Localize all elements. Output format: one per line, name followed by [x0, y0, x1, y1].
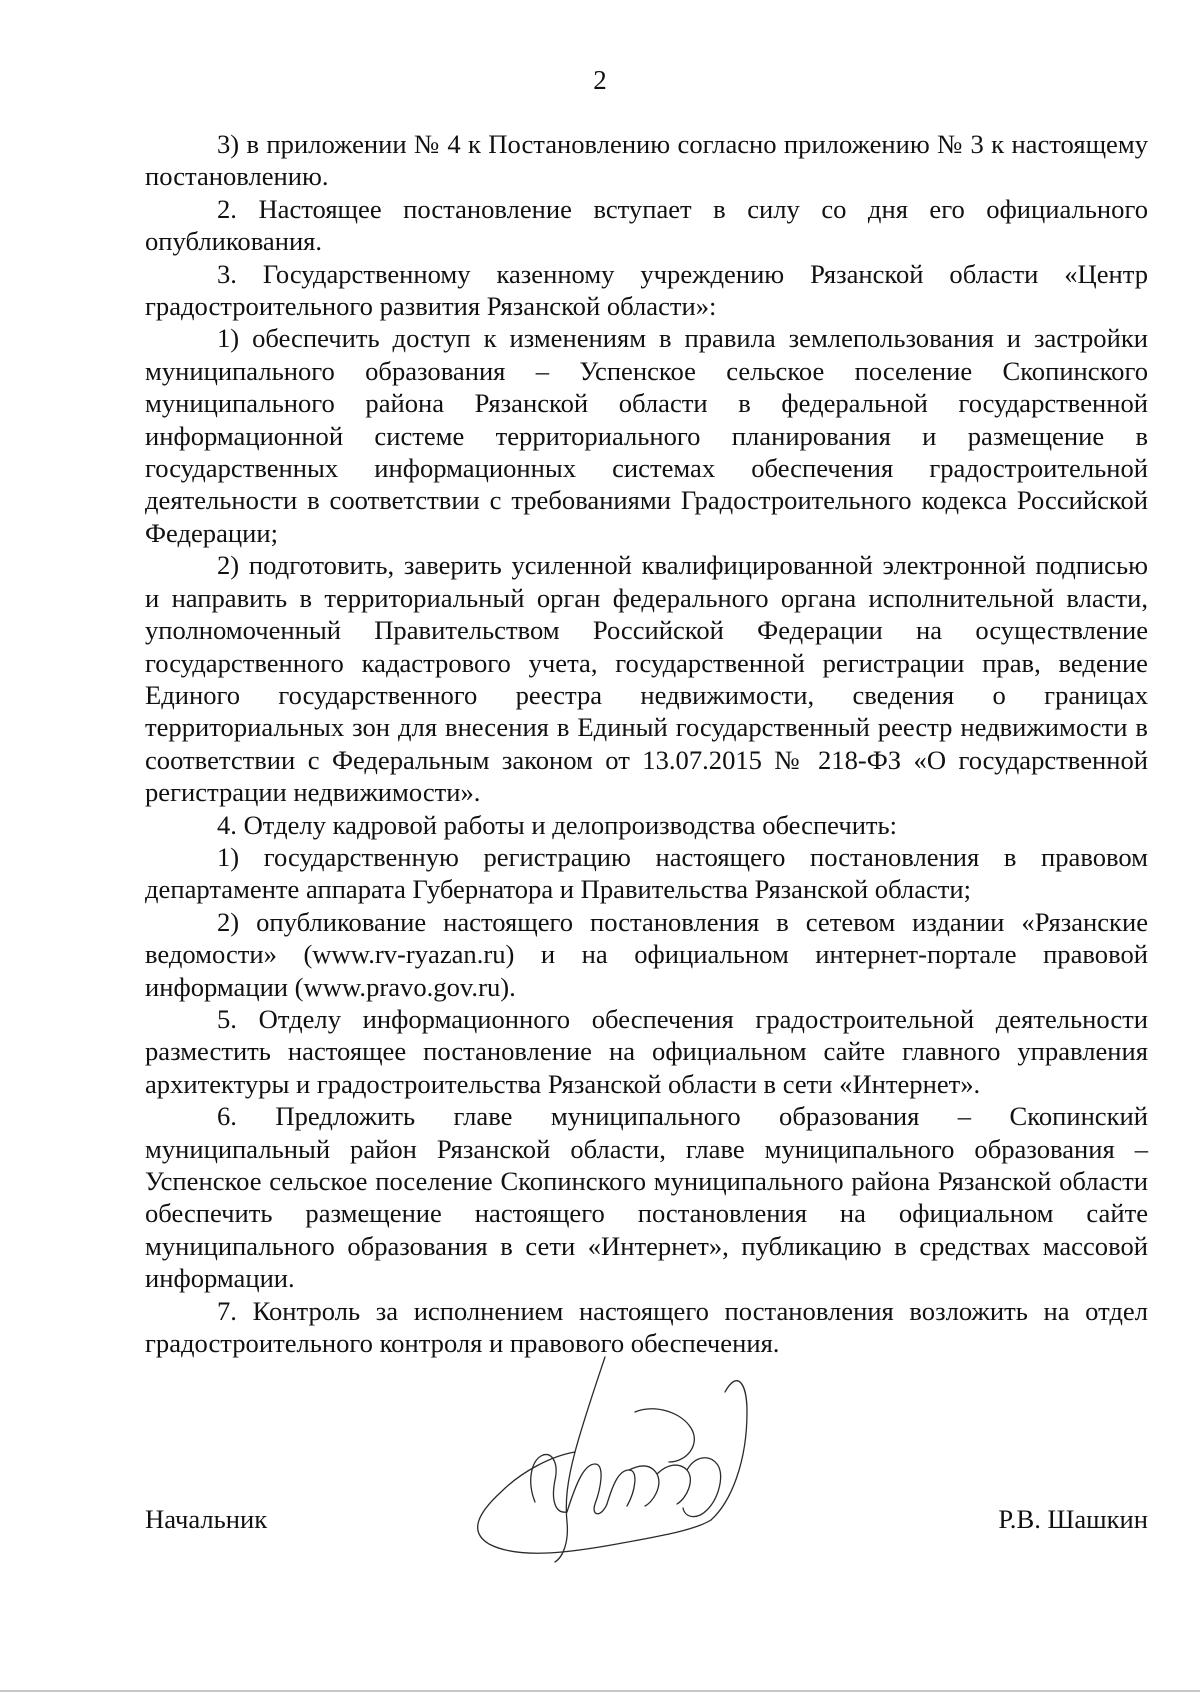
paragraph-clause-4-item-1: 1) государственную регистрацию настоящего постановления в правовом департаменте аппарата Губернатора и Правительства Рязанской области; — [145, 841, 1148, 905]
paragraph-clause-5: 5. Отделу информационного обеспечения градостроительной деятельности разместить настоящее постановление на официальном сайте главного управления архитектуры и градостроительства Рязанской области в сети «Интернет». — [145, 1003, 1148, 1099]
page-bottom-edge — [0, 1690, 1200, 1692]
paragraph-appendix-item-3: 3) в приложении № 4 к Постановлению согласно приложению № 3 к настоящему постановлению. — [145, 129, 1148, 192]
paragraph-clause-2: 2. Настоящее постановление вступает в силу со дня его официального опубликования. — [145, 193, 1148, 257]
paragraph-clause-4: 4. Отделу кадровой работы и делопроизводства обеспечить: — [217, 809, 898, 840]
document-body — [145, 128, 1148, 1359]
paragraph-clause-3: 3. Государственному казенному учреждению Рязанской области «Центр градостроительного развития Рязанской области»: — [145, 258, 1148, 322]
paragraph-clause-3-item-1: 1) обеспечить доступ к изменениям в правила землепользования и застройки муниципального образования – Успенское сельское поселение Скопинского муниципального района Рязанской области в федеральной государственной информационной системе территориального планирования и размещение в государственных информационных системах обеспечения градостроительной деятельности в соответствии с требованиями Градостроительного кодекса Российской Федерации; — [145, 323, 1148, 548]
paragraph-clause-3-item-2: 2) подготовить, заверить усиленной квалифицированной электронной подписью и направить в территориальный орган федерального органа исполнительной власти, уполномоченный Правительством Российской Федерации на осуществление государственного кадастрового учета, государственной регистрации прав, ведение Единого государственного реестра недвижимости, сведения о границах территориальных зон для внесения в Единый государственный реестр недвижимости в соответствии с Федеральным законом от 13.07.2015 № 218-ФЗ «О государственной регистрации недвижимости». — [145, 550, 1148, 808]
signatory-position: Начальник — [145, 1504, 268, 1534]
paragraph-clause-7: 7. Контроль за исполнением настоящего постановления возложить на отдел градостроительного контроля и правового обеспечения. — [145, 1295, 1148, 1359]
signatory-name: Р.В. Шашкин — [998, 1504, 1148, 1534]
page-number: 2 — [593, 65, 607, 95]
paragraph-clause-6: 6. Предложить главе муниципального образования – Скопинский муниципальный район Рязанской области, главе муниципального образования – Успенское сельское поселение Скопинского муниципального района Рязанской области обеспечить размещение настоящего постановления на официальном сайте муниципального образования в сети «Интернет», публикацию в средствах массовой информации. — [145, 1101, 1148, 1294]
handwritten-signature-icon — [455, 1352, 795, 1602]
paragraph-clause-4-item-2: 2) опубликование настоящего постановления в сетевом издании «Рязанские ведомости» (www.rv-ryazan.ru) и на официальном интернет-портале правовой информации (www.pravo.gov.ru). — [145, 906, 1148, 1002]
